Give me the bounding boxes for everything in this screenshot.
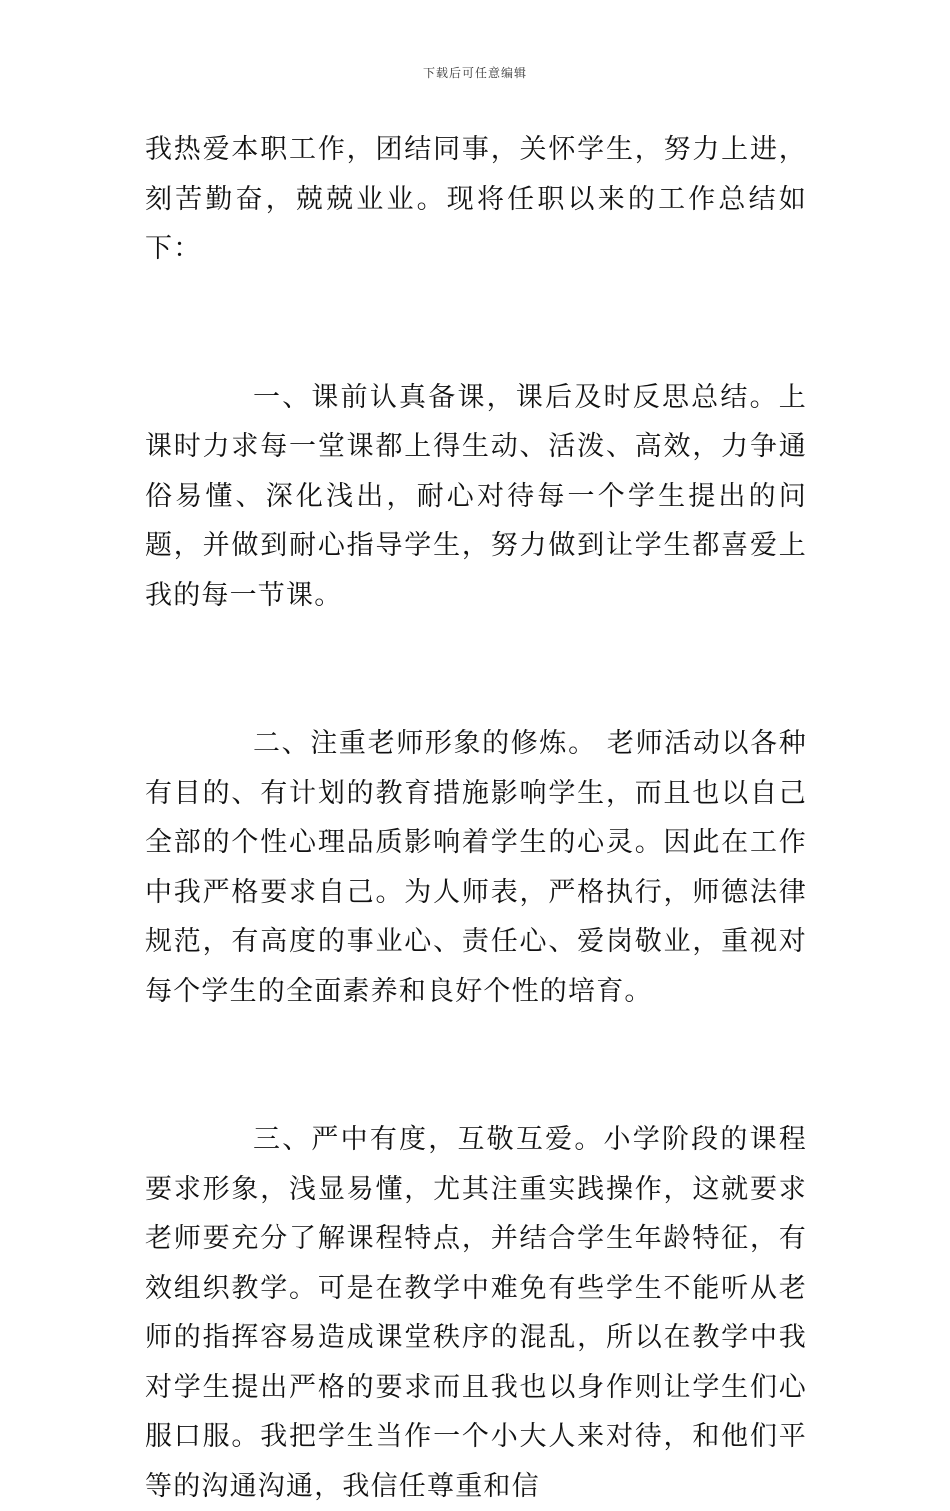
paragraph-spacer (145, 274, 807, 373)
intro-paragraph: 我热爱本职工作，团结同事，关怀学生，努力上进，刻苦勤奋，兢兢业业。现将任职以来的工作总结如下： (145, 134, 807, 264)
document-body (145, 125, 807, 1511)
paragraph-spacer (145, 620, 807, 719)
page-header-note: 下载后可任意编辑 (422, 66, 527, 80)
section-2-paragraph: 二、注重老师形象的修炼。 老师活动以各种有目的、有计划的教育措施影响学生，而且也以自己全部的个性心理品质影响着学生的心灵。因此在工作中我严格要求自己。为人师表，严格执行，师德法律规范，有高度的事业心、责任心、爱岗敬业，重视对每个学生的全面素养和良好个性的培育。 (145, 728, 807, 1007)
section-3-paragraph: 三、严中有度，互敬互爱。小学阶段的课程要求形象，浅显易懂，尤其注重实践操作，这就要求老师要充分了解课程特点，并结合学生年龄特征，有效组织教学。可是在教学中难免有些学生不能听从老师的指挥容易造成课堂秩序的混乱，所以在教学中我对学生提出严格的要求而且我也以身作则让学生们心服口服。我把学生当作一个小大人来对待，和他们平等的沟通沟通，我信任尊重和信 (145, 1124, 807, 1502)
paragraph-spacer (145, 1016, 807, 1115)
section-1-paragraph: 一、课前认真备课，课后及时反思总结。上课时力求每一堂课都上得生动、活泼、高效，力争通俗易懂、深化浅出，耐心对待每一个学生提出的问题，并做到耐心指导学生，努力做到让学生都喜爱上我的每一节课。 (145, 381, 807, 611)
